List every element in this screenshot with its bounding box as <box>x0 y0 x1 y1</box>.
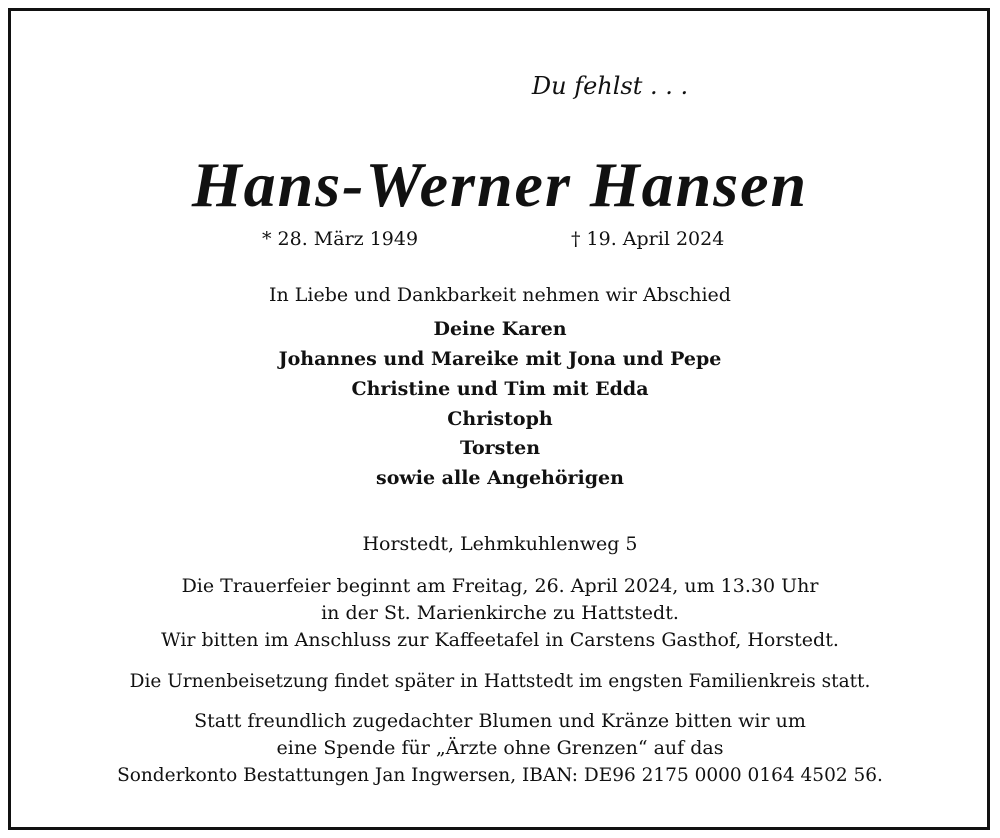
mourner-line: Deine Karen <box>433 318 567 340</box>
life-dates <box>0 228 1000 254</box>
donation-line: Sonderkonto Bestattungen Jan Ingwersen, IBAN: DE96 2175 0000 0164 4502 56. <box>117 765 883 786</box>
deceased-name: Hans-Werner Hansen <box>191 149 809 220</box>
farewell-text: In Liebe und Dankbarkeit nehmen wir Abschied <box>269 284 731 306</box>
donation-line: Statt freundlich zugedachter Blumen und Kränze bitten wir um <box>194 710 806 732</box>
mourner-line: sowie alle Angehörigen <box>376 467 624 489</box>
birth-date: * 28. März 1949 <box>262 228 419 250</box>
address: Horstedt, Lehmkuhlenweg 5 <box>362 533 638 555</box>
burial-info: Die Urnenbeisetzung findet später in Hattstedt im engsten Familienkreis statt. <box>129 671 871 692</box>
mourner-line: Johannes und Mareike mit Jona und Pepe <box>278 348 722 370</box>
mourner-line: Torsten <box>459 437 541 459</box>
death-date: † 19. April 2024 <box>571 228 725 250</box>
service-line: Wir bitten im Anschluss zur Kaffeetafel in Carstens Gasthof, Horstedt. <box>161 629 839 651</box>
donation-line: eine Spende für „Ärzte ohne Grenzen“ auf das <box>276 737 724 759</box>
motto: Du fehlst . . . <box>531 72 689 100</box>
mourner-line: Christine und Tim mit Edda <box>351 378 649 400</box>
service-line: Die Trauerfeier beginnt am Freitag, 26. April 2024, um 13.30 Uhr <box>181 575 819 597</box>
service-line: in der St. Marienkirche zu Hattstedt. <box>321 602 679 624</box>
mourner-line: Christoph <box>447 408 553 430</box>
